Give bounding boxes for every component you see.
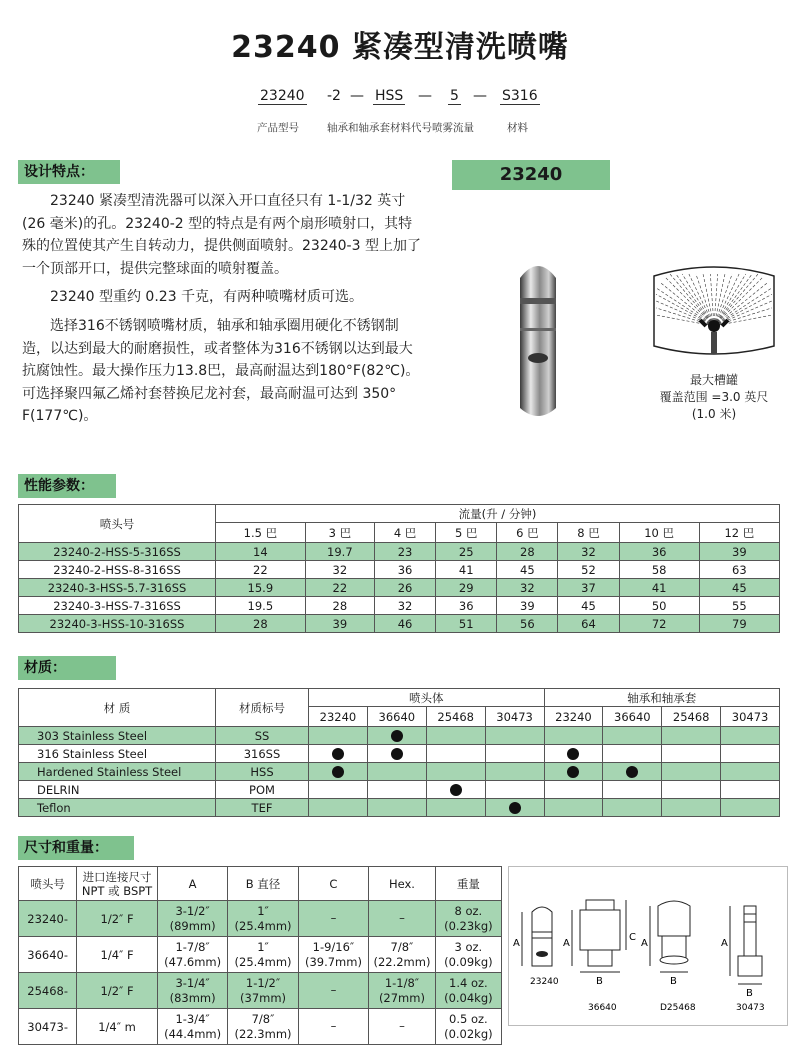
table-row <box>19 937 502 973</box>
dim-inlet-cell: 1/2″ F <box>77 901 158 937</box>
design-paragraph: 23240 紧凑型清洗器可以深入开口直径只有 1-1/32 英寸(26 毫米)的孔。23240-2 型的特点是有两个扇形喷射口，其特殊的位置使其产生自转动力，提供侧面喷射。23240-3 型上加了一个顶部开口，提供完整球面的喷射覆盖。 <box>22 193 421 277</box>
dim-header-c: C <box>298 867 368 901</box>
perf-value-cell: 39 <box>305 615 374 633</box>
dim-b-cell <box>228 973 298 1009</box>
mat-check-cell <box>367 763 426 781</box>
dim-value-line: (27mm) <box>378 990 425 1005</box>
dim-hex-cell <box>369 901 436 937</box>
table-row <box>19 901 502 937</box>
performance-heading: 性能参数： <box>18 474 116 498</box>
dim-value-line: (89mm) <box>169 918 216 933</box>
code-label-model: 产品型号 <box>257 122 299 134</box>
table-row <box>19 597 780 615</box>
drawing-dim-b: B <box>596 976 603 987</box>
mat-check-cell <box>367 781 426 799</box>
dim-value-line: (83mm) <box>169 990 216 1005</box>
dim-value-line: 7/8″ <box>251 1011 275 1026</box>
mat-check-cell <box>485 781 544 799</box>
perf-value-cell: 36 <box>619 543 699 561</box>
dim-value-line: (0.23kg) <box>444 918 493 933</box>
design-heading: 设计特点： <box>18 160 120 184</box>
mat-check-cell <box>603 763 662 781</box>
mat-code-cell: HSS <box>216 763 309 781</box>
perf-model-cell: 23240-3-HSS-5.7-316SS <box>19 579 216 597</box>
dim-hex-cell <box>369 937 436 973</box>
perf-value-cell: 32 <box>305 561 374 579</box>
mat-check-cell <box>485 763 544 781</box>
perf-value-cell: 22 <box>216 561 306 579</box>
table-row <box>19 1009 502 1045</box>
dim-value-line: – <box>330 911 337 925</box>
mat-check-cell <box>603 781 662 799</box>
mat-check-cell <box>544 745 603 763</box>
dim-value-line: 1″ <box>257 939 269 954</box>
dim-inlet-cell: 1/2″ F <box>77 973 158 1009</box>
perf-value-cell: 52 <box>558 561 619 579</box>
code-part-material: S316 <box>502 88 538 104</box>
perf-pressure-cell: 3 巴 <box>305 523 374 543</box>
drawing-label: 36640 <box>588 1003 617 1013</box>
mat-check-cell <box>485 727 544 745</box>
table-row <box>19 763 780 781</box>
mat-code-cell: TEF <box>216 799 309 817</box>
mat-name-cell: DELRIN <box>19 781 216 799</box>
dim-c-cell <box>298 937 368 973</box>
dim-header-inlet <box>77 867 158 901</box>
table-row <box>19 579 780 597</box>
code-part-bearing: HSS <box>375 88 404 104</box>
mat-check-cell <box>662 763 721 781</box>
dim-c-cell <box>298 973 368 1009</box>
mat-check-cell <box>603 799 662 817</box>
dim-value-line: 1″ <box>257 903 269 918</box>
mat-check-cell <box>309 799 368 817</box>
mat-check-cell <box>662 799 721 817</box>
drawing-dim-a: A <box>721 938 728 949</box>
mat-header-material: 材 质 <box>19 689 216 727</box>
dim-value-line: 1-7/8″ <box>175 939 210 954</box>
dim-value-line: 1-3/4″ <box>175 1011 210 1026</box>
perf-value-cell: 19.7 <box>305 543 374 561</box>
perf-value-cell: 50 <box>619 597 699 615</box>
table-row <box>19 781 780 799</box>
mat-model-cell: 36640 <box>367 707 426 727</box>
mat-check-cell <box>367 799 426 817</box>
drawing-dim-a: A <box>563 938 570 949</box>
code-label-material: 材料 <box>507 122 528 134</box>
code-label-flow: 喷雾流量 <box>432 122 474 134</box>
dim-value-line: – <box>330 983 337 997</box>
mat-model-cell: 25468 <box>662 707 721 727</box>
dim-header-model: 喷头号 <box>19 867 77 901</box>
dim-value-line: (39.7mm) <box>304 954 362 969</box>
selected-dot-icon <box>626 766 638 778</box>
perf-value-cell: 14 <box>216 543 306 561</box>
perf-value-cell: 15.9 <box>216 579 306 597</box>
perf-value-cell: 45 <box>699 579 779 597</box>
mat-name-cell: 316 Stainless Steel <box>19 745 216 763</box>
tank-coverage-diagram <box>648 262 780 362</box>
dim-b-cell <box>228 1009 298 1045</box>
dim-value-line: (0.04kg) <box>444 990 493 1005</box>
perf-model-cell: 23240-2-HSS-5-316SS <box>19 543 216 561</box>
mat-check-cell <box>309 781 368 799</box>
dim-c-cell <box>298 1009 368 1045</box>
tank-caption-line: (1.0 米) <box>691 407 737 421</box>
dim-header-inlet-line: NPT 或 BSPT <box>81 883 153 898</box>
dim-hex-cell <box>369 1009 436 1045</box>
dim-c-cell <box>298 901 368 937</box>
perf-value-cell: 41 <box>619 579 699 597</box>
selected-dot-icon <box>391 748 403 760</box>
mat-name-cell: Hardened Stainless Steel <box>19 763 216 781</box>
tank-caption <box>640 372 788 423</box>
code-dash: — <box>473 88 487 104</box>
selected-dot-icon <box>332 748 344 760</box>
dim-header-b: B 直径 <box>228 867 298 901</box>
mat-check-cell <box>721 763 780 781</box>
mat-code-cell: 316SS <box>216 745 309 763</box>
dim-a-cell <box>157 937 227 973</box>
dim-w-cell <box>435 937 501 973</box>
dim-header-hex: Hex. <box>369 867 436 901</box>
mat-name-cell: 303 Stainless Steel <box>19 727 216 745</box>
drawing-label: D25468 <box>660 1003 696 1013</box>
perf-header-flow: 流量(升 / 分钟) <box>216 505 780 523</box>
mat-check-cell <box>426 781 485 799</box>
perf-model-cell: 23240-3-HSS-10-316SS <box>19 615 216 633</box>
performance-table <box>18 504 780 633</box>
perf-value-cell: 29 <box>436 579 497 597</box>
dim-value-line: (22.2mm) <box>373 954 431 969</box>
perf-value-cell: 19.5 <box>216 597 306 615</box>
mat-name-cell: Teflon <box>19 799 216 817</box>
perf-value-cell: 45 <box>497 561 558 579</box>
perf-value-cell: 58 <box>619 561 699 579</box>
mat-check-cell <box>309 763 368 781</box>
mat-model-cell: 30473 <box>485 707 544 727</box>
mat-check-cell <box>721 745 780 763</box>
perf-value-cell: 79 <box>699 615 779 633</box>
perf-pressure-cell: 12 巴 <box>699 523 779 543</box>
model-code-breakdown <box>0 88 800 134</box>
perf-value-cell: 46 <box>374 615 435 633</box>
mat-check-cell <box>662 745 721 763</box>
dim-header-row <box>19 867 502 901</box>
dim-value-line: (0.02kg) <box>444 1026 493 1041</box>
mat-model-cell: 30473 <box>721 707 780 727</box>
perf-value-cell: 55 <box>699 597 779 615</box>
mat-check-cell <box>367 745 426 763</box>
dim-value-line: (47.6mm) <box>164 954 222 969</box>
selected-dot-icon <box>332 766 344 778</box>
perf-pressure-cell: 1.5 巴 <box>216 523 306 543</box>
perf-value-cell: 28 <box>305 597 374 615</box>
table-row <box>19 745 780 763</box>
materials-table <box>18 688 780 817</box>
tank-caption-line: 覆盖范围 =3.0 英尺 <box>659 390 769 404</box>
dim-a-cell <box>157 901 227 937</box>
perf-pressure-cell: 4 巴 <box>374 523 435 543</box>
dim-value-line: – <box>399 911 405 925</box>
mat-code-cell: POM <box>216 781 309 799</box>
selected-dot-icon <box>450 784 462 796</box>
table-row <box>19 727 780 745</box>
mat-code-cell: SS <box>216 727 309 745</box>
dim-header-inlet-line: 进口连接尺寸 <box>82 869 152 884</box>
perf-value-cell: 36 <box>374 561 435 579</box>
drawing-dim-b: B <box>670 976 677 987</box>
drawing-label: 30473 <box>736 1003 765 1013</box>
code-part-type: -2 <box>327 88 341 104</box>
dim-value-line: 1-9/16″ <box>312 939 355 954</box>
dim-value-line: (37mm) <box>240 990 287 1005</box>
mat-check-cell <box>367 727 426 745</box>
perf-header-model: 喷头号 <box>19 505 216 543</box>
dim-a-cell <box>157 973 227 1009</box>
table-row <box>19 615 780 633</box>
dim-value-line: (25.4mm) <box>234 918 292 933</box>
dim-b-cell <box>228 937 298 973</box>
dim-model-cell: 25468- <box>19 973 77 1009</box>
dim-w-cell <box>435 901 501 937</box>
selected-dot-icon <box>509 802 521 814</box>
perf-value-cell: 32 <box>374 597 435 615</box>
perf-value-cell: 23 <box>374 543 435 561</box>
model-box: 23240 <box>452 160 610 190</box>
table-row <box>19 561 780 579</box>
dimensions-heading: 尺寸和重量： <box>18 836 134 860</box>
selected-dot-icon <box>567 766 579 778</box>
perf-value-cell: 22 <box>305 579 374 597</box>
perf-value-cell: 32 <box>558 543 619 561</box>
code-part-series: 23240 <box>260 88 305 104</box>
mat-check-cell <box>721 781 780 799</box>
mat-header-bearing: 轴承和轴承套 <box>544 689 780 707</box>
dim-inlet-cell: 1/4″ m <box>77 1009 158 1045</box>
dim-header-a: A <box>157 867 227 901</box>
mat-model-cell: 25468 <box>426 707 485 727</box>
mat-header-code: 材质标号 <box>216 689 309 727</box>
mat-model-cell: 23240 <box>309 707 368 727</box>
dimension-drawings <box>508 866 788 1026</box>
drawing-dim-c: C <box>629 932 636 943</box>
mat-header-body: 喷头体 <box>309 689 545 707</box>
dim-value-line: – <box>399 1019 405 1033</box>
dimensions-table <box>18 866 502 1045</box>
code-dash: — <box>418 88 432 104</box>
perf-model-cell: 23240-3-HSS-7-316SS <box>19 597 216 615</box>
mat-check-cell <box>721 727 780 745</box>
dim-w-cell <box>435 973 501 1009</box>
tank-caption-line: 最大槽罐 <box>689 373 738 387</box>
dim-value-line: 3-1/2″ <box>175 903 210 918</box>
perf-pressure-cell: 5 巴 <box>436 523 497 543</box>
mat-check-cell <box>544 763 603 781</box>
drawing-dim-a: A <box>513 938 520 949</box>
perf-value-cell: 41 <box>436 561 497 579</box>
dim-model-cell: 36640- <box>19 937 77 973</box>
perf-pressure-cell: 8 巴 <box>558 523 619 543</box>
dim-value-line: 1-1/8″ <box>384 975 420 990</box>
mat-check-cell <box>544 799 603 817</box>
mat-check-cell <box>544 781 603 799</box>
dim-hex-cell <box>369 973 436 1009</box>
dim-inlet-cell: 1/4″ F <box>77 937 158 973</box>
table-row <box>19 799 780 817</box>
dim-value-line: (0.09kg) <box>444 954 493 969</box>
dim-b-cell <box>228 901 298 937</box>
perf-value-cell: 39 <box>699 543 779 561</box>
mat-check-cell <box>426 745 485 763</box>
perf-value-cell: 45 <box>558 597 619 615</box>
dim-model-cell: 23240- <box>19 901 77 937</box>
dim-value-line: 1.4 oz. <box>449 975 488 990</box>
perf-model-cell: 23240-2-HSS-8-316SS <box>19 561 216 579</box>
dim-value-line: 8 oz. <box>454 903 483 918</box>
perf-pressure-cell: 6 巴 <box>497 523 558 543</box>
selected-dot-icon <box>391 730 403 742</box>
nozzle-photo <box>512 258 564 424</box>
perf-value-cell: 32 <box>497 579 558 597</box>
perf-pressure-cell: 10 巴 <box>619 523 699 543</box>
code-label-bearing: 轴承和轴承套材料代号 <box>327 122 432 134</box>
mat-check-cell <box>426 799 485 817</box>
drawing-dim-a: A <box>641 938 648 949</box>
code-dash: — <box>350 88 364 104</box>
mat-check-cell <box>426 763 485 781</box>
materials-heading: 材质： <box>18 656 116 680</box>
drawing-label: 23240 <box>530 977 559 987</box>
perf-value-cell: 37 <box>558 579 619 597</box>
dim-value-line: 7/8″ <box>390 939 414 954</box>
mat-check-cell <box>603 745 662 763</box>
perf-value-cell: 64 <box>558 615 619 633</box>
perf-value-cell: 26 <box>374 579 435 597</box>
dim-w-cell <box>435 1009 501 1045</box>
table-row <box>19 543 780 561</box>
design-paragraph: 选择316不锈钢喷嘴材质，轴承和轴承圈用硬化不锈钢制造，以达到最大的耐磨损性，或者整体为316不锈钢以达到最大抗腐蚀性。最大操作压力13.8巴，最高耐温达到180°F(82℃)。可选择聚四氟乙烯衬套替换尼龙衬套，最高耐温可达到 350° F(177℃)。 <box>22 317 420 425</box>
page-title: 23240 紧凑型清洗喷嘴 <box>231 30 569 65</box>
perf-value-cell: 56 <box>497 615 558 633</box>
design-text <box>22 190 424 434</box>
perf-value-cell: 28 <box>497 543 558 561</box>
dim-value-line: 0.5 oz. <box>449 1011 488 1026</box>
mat-check-cell <box>485 745 544 763</box>
perf-value-cell: 63 <box>699 561 779 579</box>
dim-model-cell: 30473- <box>19 1009 77 1045</box>
mat-check-cell <box>721 799 780 817</box>
perf-value-cell: 36 <box>436 597 497 615</box>
mat-check-cell <box>309 727 368 745</box>
mat-model-cell: 23240 <box>544 707 603 727</box>
mat-check-cell <box>485 799 544 817</box>
perf-value-cell: 39 <box>497 597 558 615</box>
dim-value-line: 3-1/4″ <box>175 975 210 990</box>
mat-check-cell <box>426 727 485 745</box>
dim-value-line: 1-1/2″ <box>245 975 281 990</box>
mat-check-cell <box>662 727 721 745</box>
drawing-dim-b: B <box>746 988 753 999</box>
dim-header-weight: 重量 <box>435 867 501 901</box>
perf-value-cell: 28 <box>216 615 306 633</box>
perf-value-cell: 51 <box>436 615 497 633</box>
mat-model-cell: 36640 <box>603 707 662 727</box>
perf-value-cell: 25 <box>436 543 497 561</box>
selected-dot-icon <box>567 748 579 760</box>
perf-value-cell: 72 <box>619 615 699 633</box>
mat-check-cell <box>309 745 368 763</box>
mat-check-cell <box>603 727 662 745</box>
dim-value-line: 3 oz. <box>454 939 483 954</box>
table-row <box>19 973 502 1009</box>
mat-check-cell <box>544 727 603 745</box>
code-part-flow: 5 <box>450 88 459 104</box>
dim-value-line: (44.4mm) <box>164 1026 222 1041</box>
mat-check-cell <box>662 781 721 799</box>
dim-value-line: – <box>330 1019 337 1033</box>
dim-value-line: (25.4mm) <box>234 954 292 969</box>
dim-value-line: (22.3mm) <box>234 1026 292 1041</box>
design-paragraph: 23240 型重约 0.23 千克，有两种喷嘴材质可选。 <box>50 289 364 306</box>
dim-a-cell <box>157 1009 227 1045</box>
